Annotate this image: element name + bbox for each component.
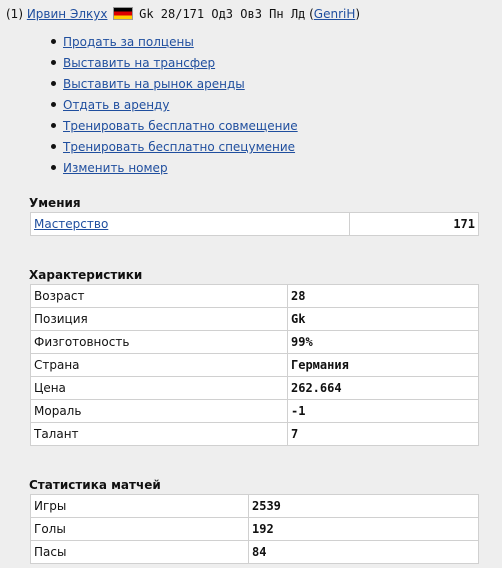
table-row (31, 518, 479, 541)
match-label: Пасы (31, 541, 249, 564)
germany-flag-icon (113, 7, 133, 20)
owner-paren-open: ( (309, 7, 314, 21)
action-loan-out (0, 97, 298, 118)
table-row (31, 541, 479, 564)
char-value: 99% (288, 331, 479, 354)
player-number: (1) (6, 7, 23, 21)
action-put-on-loan-market (0, 76, 298, 97)
table-row (31, 400, 479, 423)
char-value: Германия (288, 354, 479, 377)
table-row (31, 495, 479, 518)
skills-title: Умения (29, 196, 81, 210)
action-put-on-transfer (0, 55, 298, 76)
skills-table (30, 212, 479, 236)
char-value: 262.664 (288, 377, 479, 400)
match-stats-table (30, 494, 479, 564)
match-value: 84 (249, 541, 479, 564)
bullet-icon (51, 123, 56, 128)
table-row (31, 213, 479, 236)
put-on-transfer-link[interactable]: Выставить на трансфер (63, 56, 216, 70)
bullet-icon (51, 165, 56, 170)
owner-link[interactable]: GenriH (313, 7, 356, 21)
player-header (6, 6, 360, 22)
action-train-combination (0, 118, 298, 139)
action-sell-half-price (0, 34, 298, 55)
char-label: Страна (31, 354, 288, 377)
sell-half-price-link[interactable]: Продать за полцены (63, 35, 194, 49)
match-label: Голы (31, 518, 249, 541)
bullet-icon (51, 39, 56, 44)
char-label: Возраст (31, 285, 288, 308)
match-stats-title: Статистика матчей (29, 478, 161, 492)
action-train-special (0, 139, 298, 160)
characteristics-table (30, 284, 479, 446)
match-value: 192 (249, 518, 479, 541)
table-row (31, 377, 479, 400)
char-label: Мораль (31, 400, 288, 423)
match-label: Игры (31, 495, 249, 518)
bullet-icon (51, 144, 56, 149)
skill-value: 171 (350, 213, 479, 236)
char-label: Позиция (31, 308, 288, 331)
table-row (31, 308, 479, 331)
table-row (31, 423, 479, 446)
table-row (31, 331, 479, 354)
skill-label-cell (31, 213, 350, 236)
char-value: Gk (288, 308, 479, 331)
put-on-loan-market-link[interactable]: Выставить на рынок аренды (63, 77, 245, 91)
loan-out-link[interactable]: Отдать в аренду (63, 98, 170, 112)
train-combination-link[interactable]: Тренировать бесплатно совмещение (63, 119, 298, 133)
char-label: Физготовность (31, 331, 288, 354)
skill-mastery-link[interactable]: Мастерство (34, 217, 109, 231)
char-label: Цена (31, 377, 288, 400)
table-row (31, 285, 479, 308)
char-value: -1 (288, 400, 479, 423)
bullet-icon (51, 102, 56, 107)
table-row (31, 354, 479, 377)
char-label: Талант (31, 423, 288, 446)
char-value: 28 (288, 285, 479, 308)
player-name-link[interactable]: Ирвин Элкух (26, 7, 108, 21)
char-value: 7 (288, 423, 479, 446)
bullet-icon (51, 60, 56, 65)
characteristics-title: Характеристики (29, 268, 143, 282)
match-value: 2539 (249, 495, 479, 518)
owner-paren-close: ) (355, 7, 361, 21)
player-stats-line: Gk 28/171 Од3 Ов3 Пн Лд (139, 7, 306, 21)
bullet-icon (51, 81, 56, 86)
actions-list (0, 34, 298, 181)
change-number-link[interactable]: Изменить номер (63, 161, 168, 175)
action-change-number (0, 160, 298, 181)
train-special-link[interactable]: Тренировать бесплатно спецумение (63, 140, 296, 154)
